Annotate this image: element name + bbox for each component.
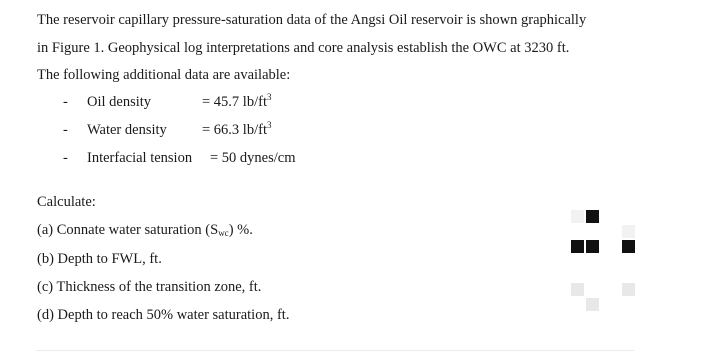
redaction-block [586, 210, 599, 223]
calculate-heading: Calculate: [37, 194, 96, 210]
redaction-block [622, 283, 635, 296]
oil-density-label: Oil density [87, 94, 152, 110]
redaction-block [571, 240, 584, 253]
oil-density-value: = 45.7 $lb/ft^3$ [202, 92, 272, 110]
bullet-dash: - [63, 150, 68, 166]
question-d: (d) Depth to reach 50% water saturation, ft. [37, 307, 290, 323]
interfacial-tension-value: = 50 dynes/cm [210, 150, 296, 166]
water-density-value: = 66.3 $lb/ft^3$ [202, 120, 272, 138]
bottom-divider [36, 350, 634, 351]
question-b: (b) Depth to FWL, ft. [37, 251, 162, 267]
redaction-block [622, 240, 635, 253]
water-density-label: Water density [87, 122, 167, 138]
redaction-block [586, 298, 599, 311]
bullet-dash: - [63, 94, 68, 110]
interfacial-tension-label: Interfacial tension [87, 150, 193, 166]
question-a: (a) Connate water saturation $(S_{wc})$ %. [37, 222, 253, 238]
bullet-dash: - [63, 122, 68, 138]
intro-line-1: The reservoir capillary pressure-saturation data of the Angsi Oil reservoir is shown graphically [37, 12, 587, 28]
redaction-block [622, 225, 635, 238]
redaction-block [571, 283, 584, 296]
redaction-block [571, 210, 584, 223]
redaction-block [586, 240, 599, 253]
intro-line-3: The following additional data are available: [37, 67, 291, 83]
intro-line-2: in Figure 1. Geophysical log interpretations and core analysis establish the OWC at 3230 ft. [37, 40, 570, 56]
question-c: (c) Thickness of the transition zone, ft. [37, 279, 262, 295]
